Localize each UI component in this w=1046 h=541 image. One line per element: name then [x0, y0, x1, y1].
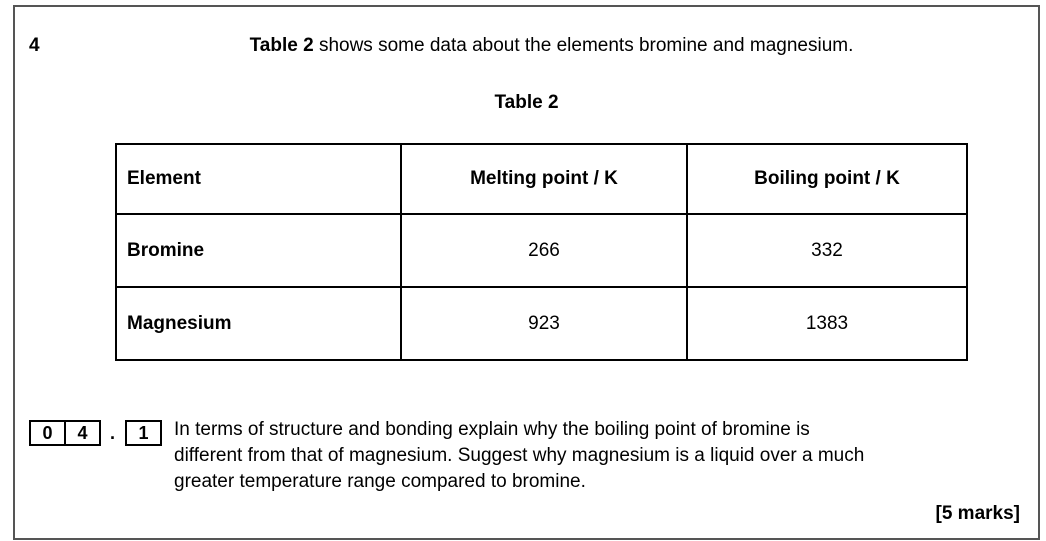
marks-label: [5 marks] — [935, 503, 1020, 524]
question-id-boxes — [29, 420, 162, 446]
question-number: 4 — [29, 35, 40, 56]
table-cell-element: Bromine — [116, 214, 401, 287]
table-header-element: Element — [116, 144, 401, 214]
table-row — [116, 287, 967, 360]
data-table — [115, 143, 968, 361]
intro-bold-ref: Table 2 — [249, 35, 314, 56]
intro-rest: shows some data about the elements bromine and magnesium. — [313, 35, 854, 56]
table-header-boiling-point: Boiling point / K — [687, 144, 967, 214]
question-id-box-digit-4: 4 — [64, 420, 101, 446]
table-caption: Table 2 — [494, 92, 559, 113]
question-text-line: In terms of structure and bonding explain why the boiling point of bromine is — [174, 419, 810, 440]
question-id-box-digit-0: 0 — [29, 420, 66, 446]
question-text — [174, 417, 1034, 495]
table-cell-melting: 266 — [401, 214, 687, 287]
table-row — [116, 214, 967, 287]
table-cell-boiling: 1383 — [687, 287, 967, 360]
table-cell-element: Magnesium — [116, 287, 401, 360]
table-cell-boiling: 332 — [687, 214, 967, 287]
page-border — [13, 5, 1040, 540]
question-text-line: different from that of magnesium. Suggest why magnesium is a liquid over a much — [174, 445, 865, 466]
table-header-melting-point: Melting point / K — [401, 144, 687, 214]
table-header-row — [116, 144, 967, 214]
table-cell-melting: 923 — [401, 287, 687, 360]
intro-text — [65, 33, 1038, 59]
question-text-line: greater temperature range compared to bromine. — [174, 471, 586, 492]
question-id-separator: . — [110, 422, 116, 443]
question-sub-box-digit-1: 1 — [125, 420, 162, 446]
